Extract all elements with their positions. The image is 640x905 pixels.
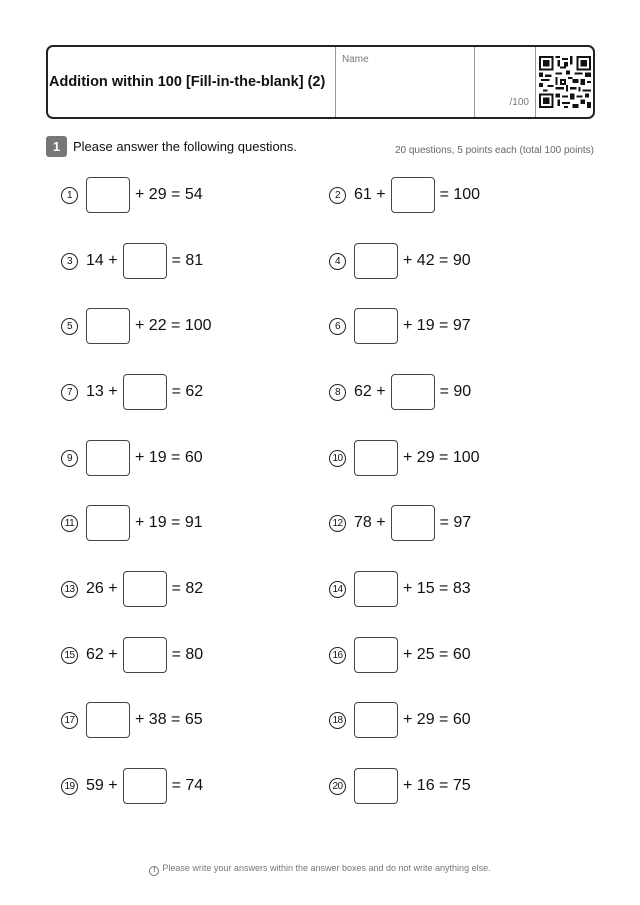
equation-rest: = 90	[439, 383, 472, 400]
question-number: 18	[329, 712, 346, 729]
equation-rest: = 62	[171, 383, 204, 400]
question-item	[329, 308, 471, 344]
equation-left-operand: 13 +	[86, 383, 118, 400]
answer-box[interactable]	[391, 505, 435, 541]
equation-rest: = 81	[171, 252, 204, 269]
info-icon: !	[149, 866, 159, 876]
equation-rest: = 74	[171, 777, 204, 794]
question-number: 3	[61, 253, 78, 270]
equation-rest: + 38 = 65	[135, 711, 203, 728]
equation-rest: = 100	[439, 186, 481, 203]
question-item	[329, 768, 471, 804]
answer-box[interactable]	[86, 505, 130, 541]
answer-box[interactable]	[123, 243, 167, 279]
question-item	[329, 243, 471, 279]
footer-note	[0, 863, 640, 876]
answer-box[interactable]	[354, 308, 398, 344]
question-item	[61, 308, 212, 344]
question-item	[61, 505, 203, 541]
score-field[interactable]	[474, 47, 535, 117]
footer-note-text: Please write your answers within the answer boxes and do not write anything else.	[162, 863, 491, 873]
question-item	[329, 571, 471, 607]
equation-left-operand: 62 +	[354, 383, 386, 400]
worksheet-header	[46, 45, 595, 119]
section-number-badge: 1	[46, 136, 67, 157]
answer-box[interactable]	[123, 768, 167, 804]
question-number: 7	[61, 384, 78, 401]
equation-rest: = 80	[171, 646, 204, 663]
question-number: 12	[329, 515, 346, 532]
question-item	[61, 177, 203, 213]
question-item	[61, 440, 203, 476]
equation-left-operand: 59 +	[86, 777, 118, 794]
score-total-label: /100	[509, 97, 529, 108]
qr-code-icon	[539, 56, 591, 108]
answer-box[interactable]	[354, 768, 398, 804]
question-number: 8	[329, 384, 346, 401]
equation-rest: + 29 = 54	[135, 186, 203, 203]
equation-left-operand: 61 +	[354, 186, 386, 203]
answer-box[interactable]	[86, 702, 130, 738]
equation-rest: + 25 = 60	[403, 646, 471, 663]
equation-rest: + 29 = 100	[403, 449, 480, 466]
answer-box[interactable]	[123, 637, 167, 673]
question-number: 13	[61, 581, 78, 598]
answer-box[interactable]	[123, 374, 167, 410]
answer-box[interactable]	[391, 177, 435, 213]
equation-rest: + 19 = 97	[403, 317, 471, 334]
question-number: 19	[61, 778, 78, 795]
question-number: 20	[329, 778, 346, 795]
question-number: 6	[329, 318, 346, 335]
answer-box[interactable]	[86, 177, 130, 213]
question-item	[329, 505, 471, 541]
question-number: 5	[61, 318, 78, 335]
equation-rest: + 29 = 60	[403, 711, 471, 728]
question-item	[329, 440, 480, 476]
equation-rest: + 19 = 60	[135, 449, 203, 466]
question-number: 9	[61, 450, 78, 467]
answer-box[interactable]	[123, 571, 167, 607]
question-number: 17	[61, 712, 78, 729]
question-item	[61, 768, 203, 804]
equation-rest: + 22 = 100	[135, 317, 212, 334]
question-number: 16	[329, 647, 346, 664]
equation-rest: + 42 = 90	[403, 252, 471, 269]
equation-left-operand: 14 +	[86, 252, 118, 269]
equation-left-operand: 26 +	[86, 580, 118, 597]
answer-box[interactable]	[86, 308, 130, 344]
question-number: 4	[329, 253, 346, 270]
name-field[interactable]	[335, 47, 474, 117]
question-number: 2	[329, 187, 346, 204]
equation-left-operand: 62 +	[86, 646, 118, 663]
question-number: 10	[329, 450, 346, 467]
answer-box[interactable]	[354, 637, 398, 673]
answer-box[interactable]	[391, 374, 435, 410]
question-number: 11	[61, 515, 78, 532]
equation-rest: + 16 = 75	[403, 777, 471, 794]
question-item	[329, 374, 471, 410]
worksheet-title: Addition within 100 [Fill-in-the-blank] (2)	[49, 74, 326, 90]
question-item	[61, 702, 203, 738]
question-item	[329, 702, 471, 738]
equation-left-operand: 78 +	[354, 514, 386, 531]
question-item	[61, 571, 203, 607]
answer-box[interactable]	[354, 243, 398, 279]
equation-rest: = 82	[171, 580, 204, 597]
answer-box[interactable]	[354, 440, 398, 476]
question-item	[61, 243, 203, 279]
question-number: 15	[61, 647, 78, 664]
answer-box[interactable]	[86, 440, 130, 476]
question-item	[61, 637, 203, 673]
equation-rest: + 15 = 83	[403, 580, 471, 597]
question-item	[329, 177, 480, 213]
qr-code-cell	[535, 47, 593, 117]
equation-rest: = 97	[439, 514, 472, 531]
name-label: Name	[342, 54, 369, 65]
answer-box[interactable]	[354, 702, 398, 738]
answer-box[interactable]	[354, 571, 398, 607]
question-item	[329, 637, 471, 673]
section-instruction: Please answer the following questions.	[73, 139, 298, 154]
question-number: 14	[329, 581, 346, 598]
question-item	[61, 374, 203, 410]
question-number: 1	[61, 187, 78, 204]
equation-rest: + 19 = 91	[135, 514, 203, 531]
section-scoring-info: 20 questions, 5 points each (total 100 points)	[394, 145, 594, 156]
